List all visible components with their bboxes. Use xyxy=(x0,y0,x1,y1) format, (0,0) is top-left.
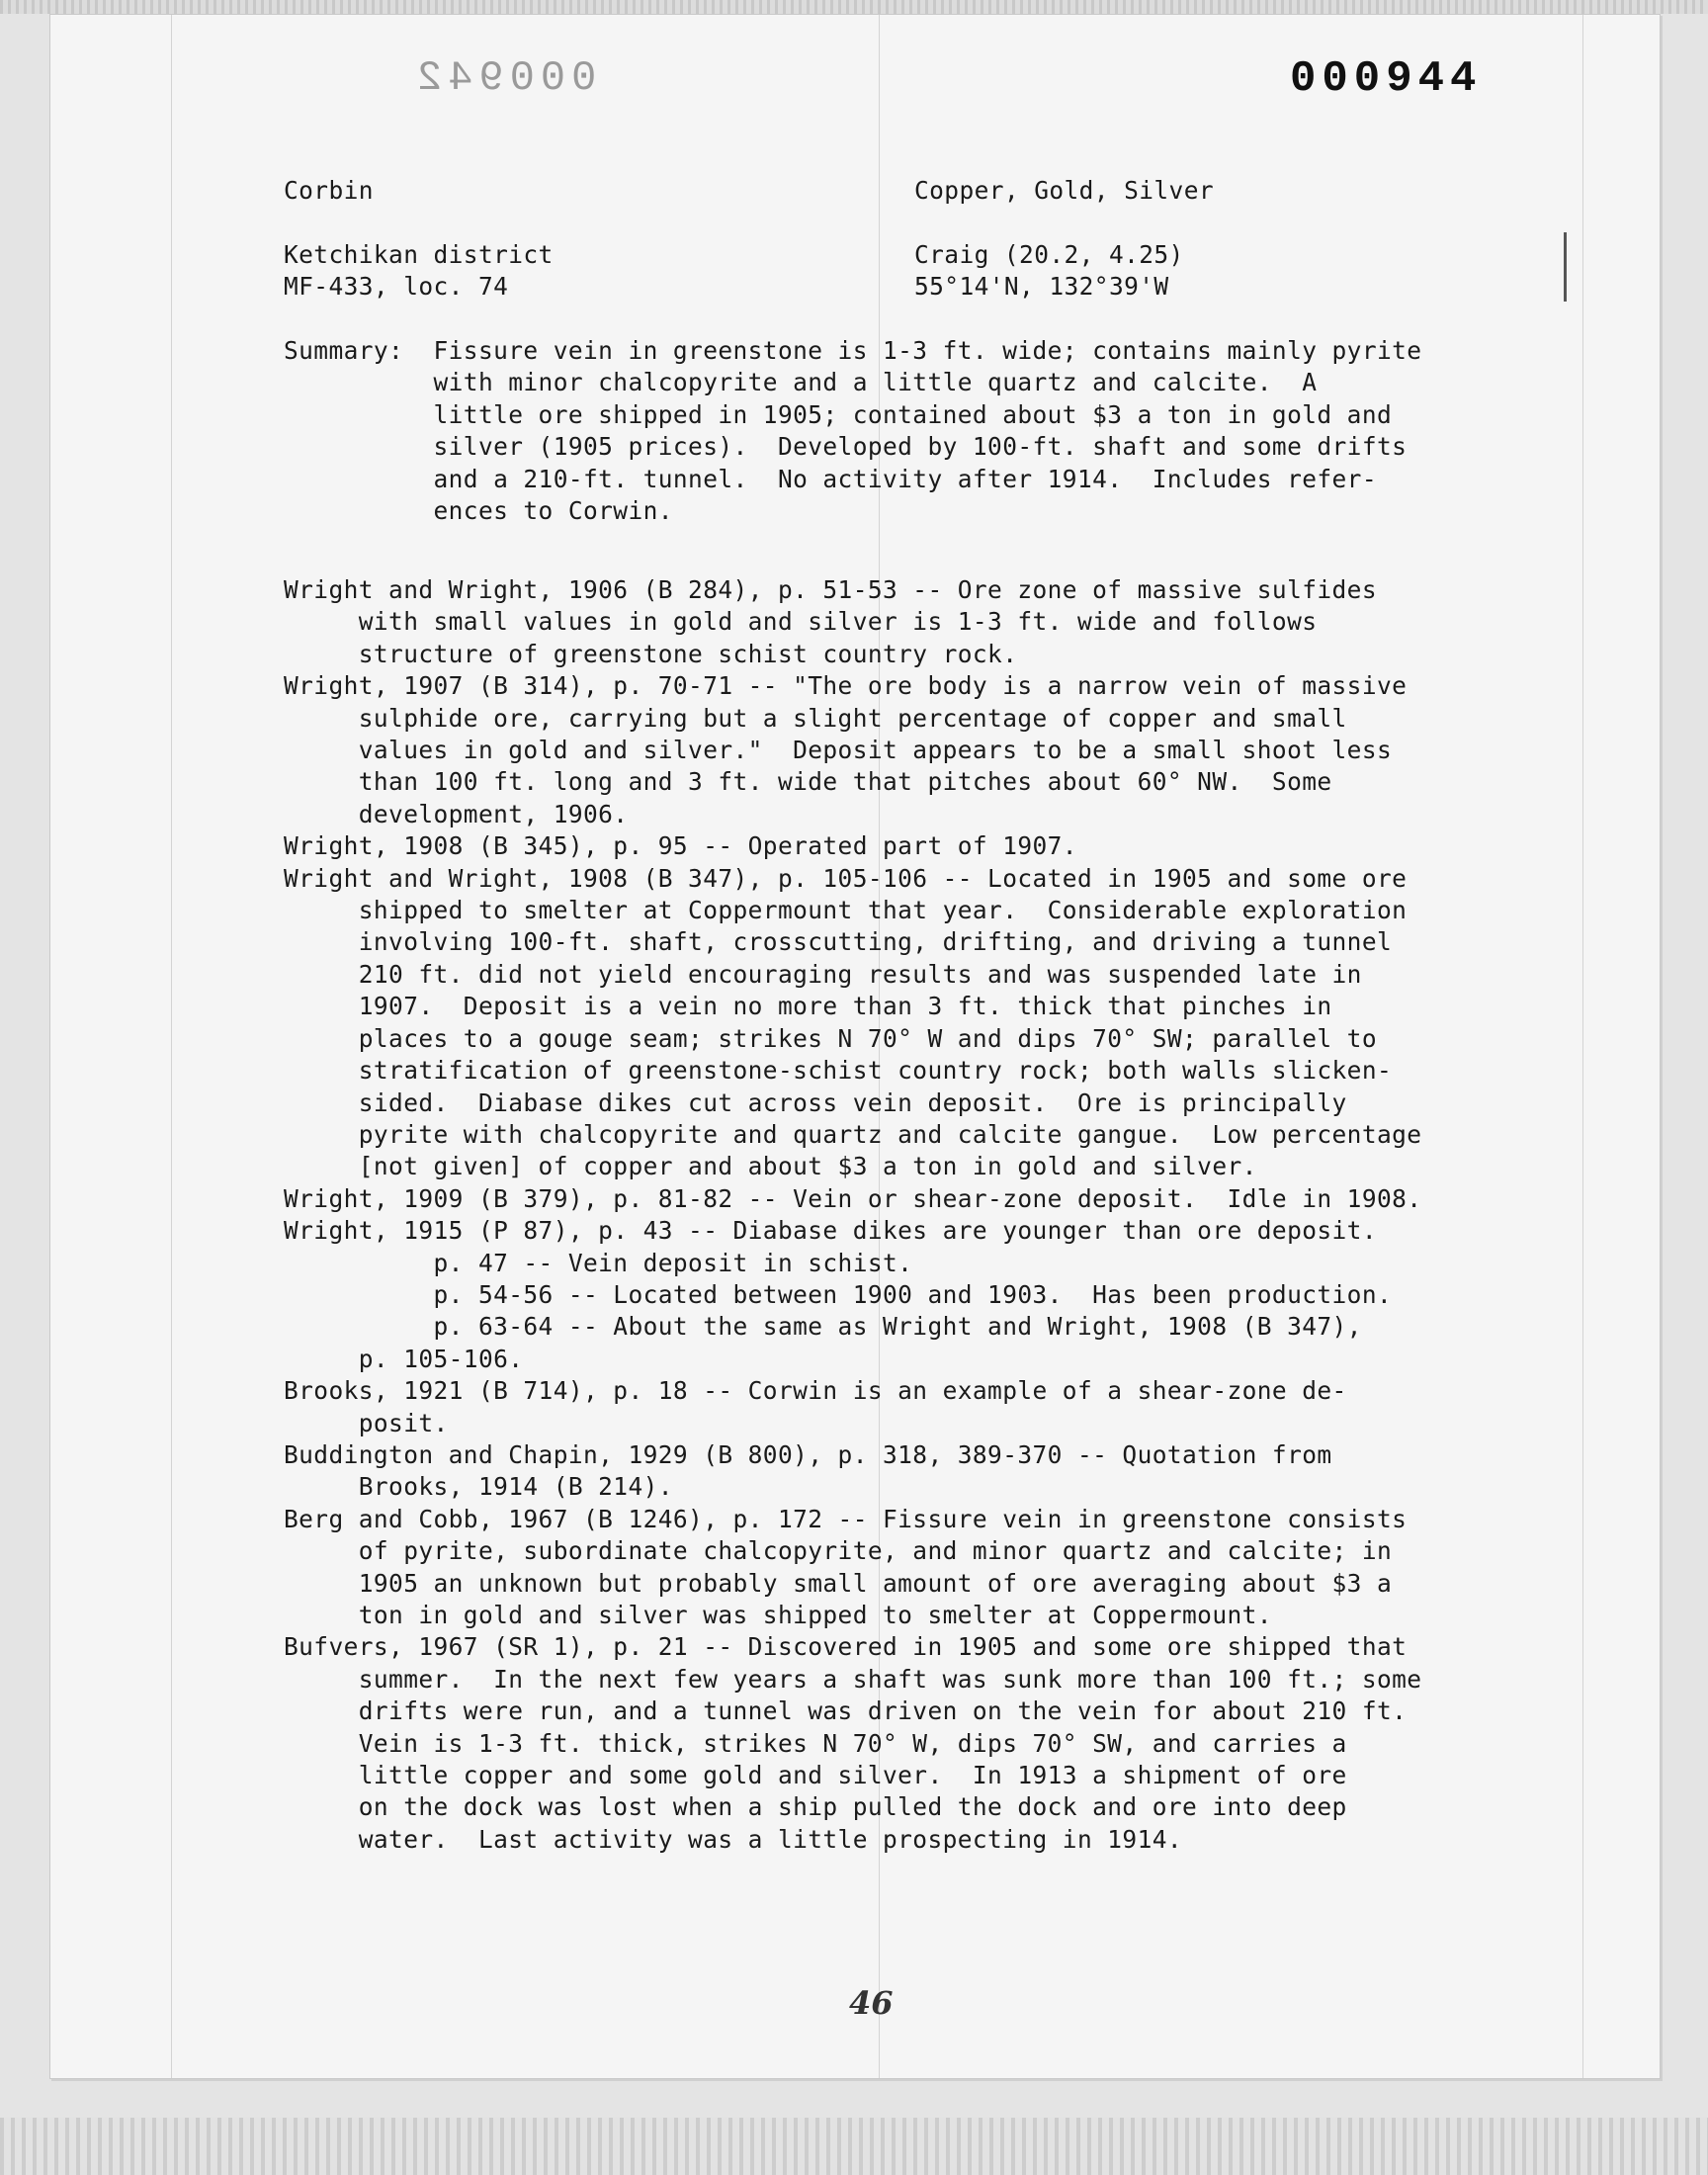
document-number-stamp: 000944 xyxy=(1290,54,1483,104)
margin-mark xyxy=(1564,232,1567,302)
document-page xyxy=(49,14,1661,2079)
scan-bottom-edge xyxy=(0,2118,1708,2175)
faded-document-stamp: 000942 xyxy=(411,54,597,102)
references-list: Wright and Wright, 1906 (B 284), p. 51-53 -- Ore zone of massive sulfides with small values in gold and silver is 1-3 ft. wide and follows structure of greenstone schist country rock. Wright, 1907 (B 314), p. 70-71 -- "The ore body is a narrow vein of massive sulphide ore, carrying but a slight percentage of copper and small values in gold and silver." Deposit appears to be a small shoot less than 100 ft. long and 3 ft. wide that pitches about 60° NW. Some development, 1906. Wright, 1908 (B 345), p. 95 -- Operated part of 1907. Wright and Wright, 1908 (B 347), p. 105-106 -- Located in 1905 and some ore shipped to smelter at Coppermount that year. Considerable exploration involving 100-ft. shaft, crosscutting, drifting, and driving a tunnel 210 ft. did not yield encouraging results and was suspended late in 1907. Deposit is a vein no more than 3 ft. thick that pinches in places to a gouge seam; strikes N 70° W and dips 70° SW; parallel to stratification of greenstone-schist country rock; both walls slicken- sided. Diabase dikes cut across vein deposit. Ore is principally pyrite with chalcopyrite and quartz and calcite gangue. Low percentage [not given] of copper and about $3 a ton in gold and silver. Wright, 1909 (B 379), p. 81-82 -- Vein or shear-zone deposit. Idle in 1908. Wright, 1915 (P 87), p. 43 -- Diabase dikes are younger than ore deposit. p. 47 -- Vein deposit in schist. p. 54-56 -- Located between 1900 and 1903. Has been production. p. 63-64 -- About the same as Wright and Wright, 1908 (B 347), p. 105-106. Brooks, 1921 (B 714), p. 18 -- Corwin is an example of a shear-zone de- posit. Buddington and Chapin, 1929 (B 800), p. 318, 389-370 -- Quotation from Brooks, 1914 (B 214). Berg and Cobb, 1967 (B 1246), p. 172 -- Fissure vein in greenstone consists of pyrite, subordinate chalcopyrite, and minor quartz and calcite; in 1905 an unknown but probably small amount of ore averaging about $3 a ton in gold and silver was shipped to smelter at Coppermount. Bufvers, 1967 (SR 1), p. 21 -- Discovered in 1905 and some ore shipped that summer. In the next few years a shaft was sunk more than 100 ft.; some drifts were run, and a tunnel was driven on the vein for about 210 ft. Vein is 1-3 ft. thick, strikes N 70° W, dips 70° SW, and carries a little copper and some gold and silver. In 1913 a shipment of ore on the dock was lost when a ship pulled the dock and ore into deep water. Last activity was a little prospecting in 1914. xyxy=(284,575,1422,1854)
header-right-block: Copper, Gold, Silver Craig (20.2, 4.25) 55°14'N, 132°39'W xyxy=(914,176,1215,302)
header-left-block: Corbin Ketchikan district MF-433, loc. 74 xyxy=(284,176,554,302)
fold-line xyxy=(171,15,172,2078)
page-number: 46 xyxy=(849,1984,894,2022)
summary-paragraph: Summary: Fissure vein in greenstone is 1-3 ft. wide; contains mainly pyrite with minor chalcopyrite and a little quartz and calcite. A little ore shipped in 1905; contained about $3 a ton in gold and silver (1905 prices). Developed by 100-ft. shaft and some drifts and a 210-ft. tunnel. No activity after 1914. Includes refer- ences to Corwin. xyxy=(284,336,1422,526)
fold-line xyxy=(1582,15,1583,2078)
scan-top-edge xyxy=(0,0,1708,14)
